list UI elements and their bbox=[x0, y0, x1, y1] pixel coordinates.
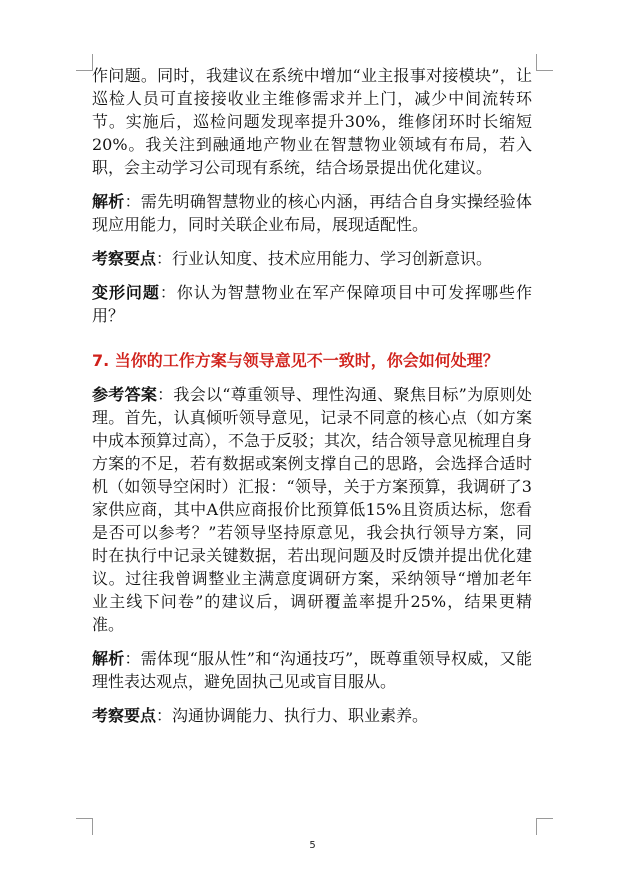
page-number: 5 bbox=[309, 840, 316, 851]
variant-paragraph bbox=[92, 281, 532, 327]
crop-mark-bottom-left bbox=[76, 818, 93, 835]
keypoints-label: 考察要点 bbox=[92, 706, 157, 725]
analysis-label: 解析 bbox=[92, 649, 125, 668]
analysis-paragraph-2 bbox=[92, 647, 532, 693]
keypoints-paragraph-2 bbox=[92, 704, 532, 727]
answer-label: 参考答案 bbox=[92, 385, 158, 404]
variant-label: 变形问题 bbox=[92, 283, 160, 302]
keypoints-paragraph-1 bbox=[92, 247, 532, 270]
variant-text: ：你认为智慧物业在军产保障项目中可发挥哪些作用？ bbox=[92, 283, 532, 325]
keypoints-text: ：沟通协调能力、执行力、职业素养。 bbox=[156, 706, 429, 725]
crop-mark-bottom-right bbox=[536, 818, 553, 835]
crop-mark-top-left bbox=[76, 54, 93, 71]
analysis-text: ：需先明确智慧物业的核心内涵，再结合自身实操经验体现应用能力，同时关联企业布局，展现适配性。 bbox=[92, 192, 532, 234]
answer-text: ：我会以“尊重领导、理性沟通、聚焦目标”为原则处理。首先，认真倾听领导意见，记录不同意的核心点（如方案中成本预算过高），不急于反驳；其次，结合领导意见梳理自身方案的不足，若有数据或案例支撑自己的思路，会选择合适时机（如领导空闲时）汇报：“领导，关于方案预算，我调研了3家供应商，其中A供应商报价比预算低15%且资质达标，您看是否可以参考？”若领导坚持原意见，我会执行领导方案，同时在执行中记录关键数据，若出现问题及时反馈并提出优化建议。过往我曾调整业主满意度调研方案，采纳领导“增加老年业主线下问卷”的建议后，调研覆盖率提升25%，结果更精准。 bbox=[92, 385, 533, 634]
page-content bbox=[92, 64, 532, 727]
crop-mark-top-right bbox=[536, 54, 553, 71]
analysis-paragraph-1 bbox=[92, 190, 532, 236]
intro-paragraph: 作问题。同时，我建议在系统中增加“业主报事对接模块”，让巡检人员可直接接收业主维修需求并上门，减少中间流转环节。实施后，巡检问题发现率提升30%，维修闭环时长缩短20%。我关注到融通地产物业在智慧物业领域有布局，若入职，会主动学习公司现有系统，结合场景提出优化建议。 bbox=[92, 66, 532, 177]
analysis-label: 解析 bbox=[92, 192, 125, 211]
keypoints-label: 考察要点 bbox=[92, 249, 157, 268]
analysis-text: ：需体现“服从性”和“沟通技巧”，既尊重领导权威，又能理性表达观点，避免固执己见或盲目服从。 bbox=[92, 649, 532, 691]
keypoints-text: ：行业认知度、技术应用能力、学习创新意识。 bbox=[156, 249, 493, 268]
question-heading-7: 7. 当你的工作方案与领导意见不一致时，你会如何处理？ bbox=[92, 351, 499, 370]
answer-paragraph bbox=[92, 383, 532, 636]
